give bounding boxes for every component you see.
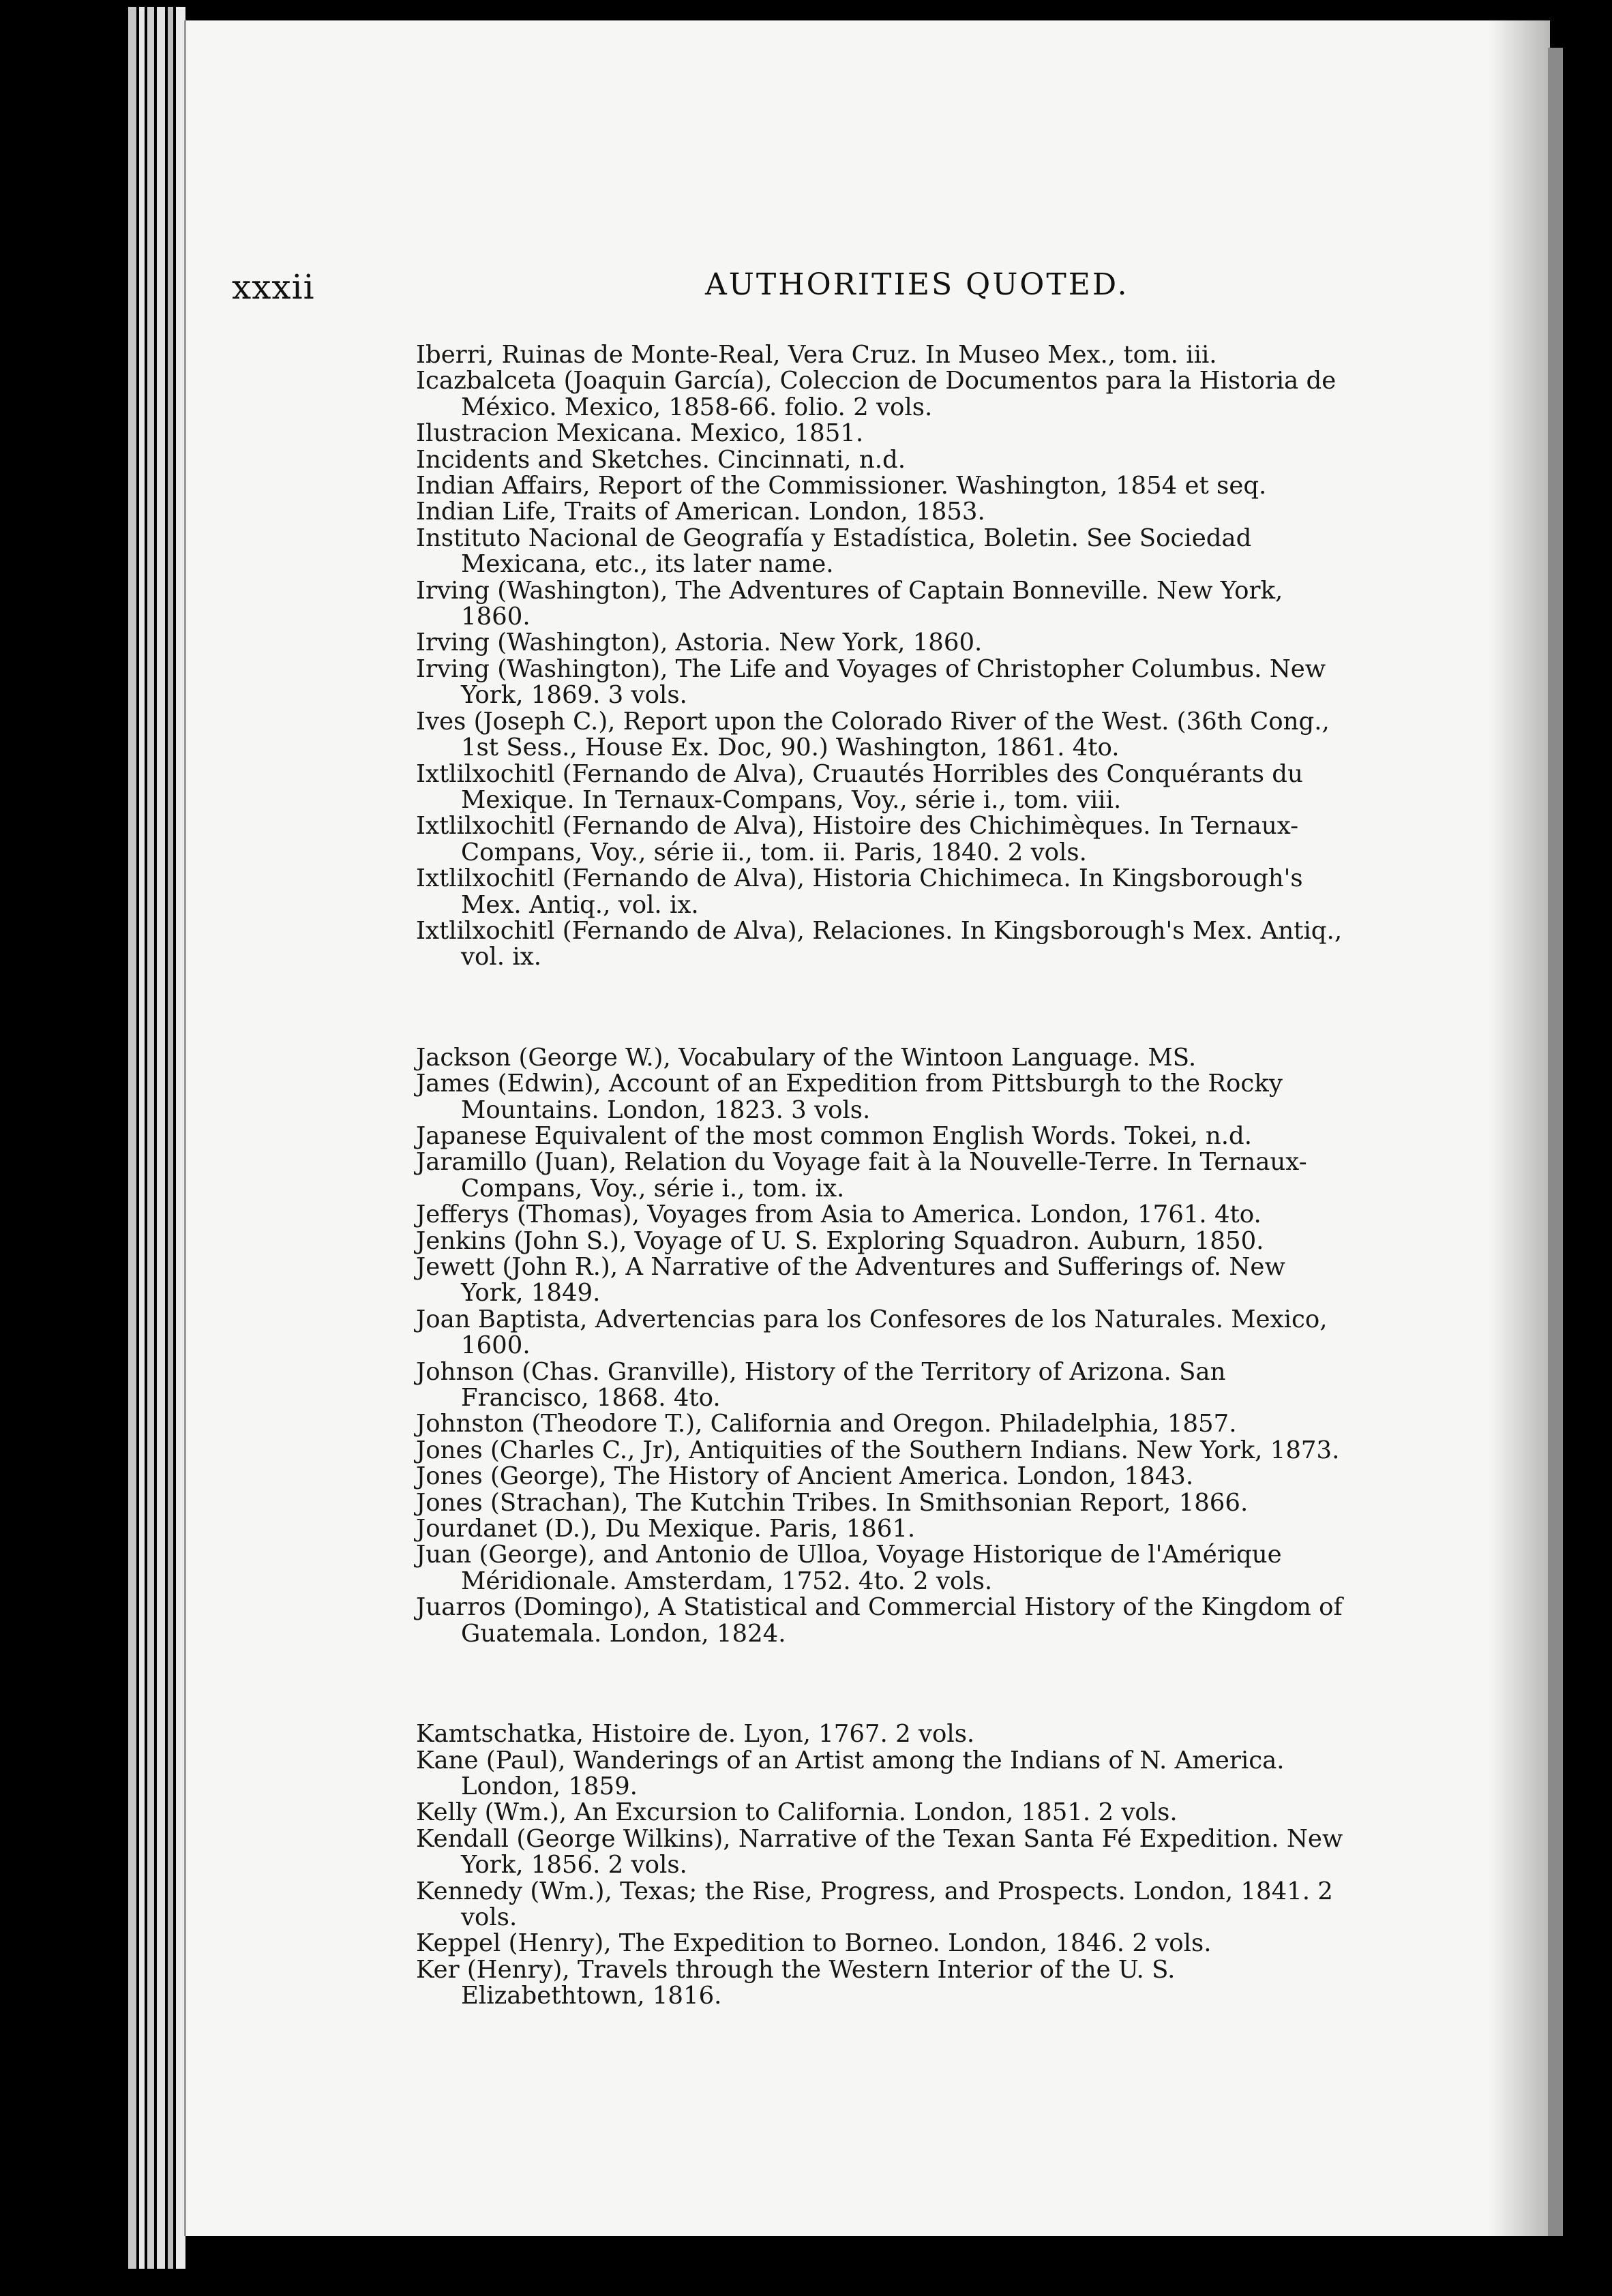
bibliography-entry: Jourdanet (D.), Du Mexique. Paris, 1861. <box>416 1515 916 1543</box>
bibliography-entry: Incidents and Sketches. Cincinnati, n.d. <box>416 445 906 474</box>
page-header <box>232 267 1337 315</box>
bibliography-entry: Ker (Henry), Travels through the Western Interior of the U. S. Elizabethtown, 1816. <box>416 1955 1176 2010</box>
bibliography-entry: Jenkins (John S.), Voyage of U. S. Exploring Squadron. Auburn, 1850. <box>416 1226 1264 1255</box>
bibliography-entry: Irving (Washington), The Adventures of Captain Bonneville. New York, 1860. <box>416 576 1283 631</box>
page-edge-strip <box>168 7 173 2269</box>
bibliography-entry: Kendall (George Wilkins), Narrative of the Texan Santa Fé Expedition. New York, 1856. 2 vols. <box>416 1824 1343 1879</box>
bibliography-entry: Irving (Washington), The Life and Voyages of Christopher Columbus. New York, 1869. 3 vols. <box>416 654 1326 710</box>
bibliography-entry: Jackson (George W.), Vocabulary of the Wintoon Language. MS. <box>416 1043 1197 1072</box>
bibliography-entry: Keppel (Henry), The Expedition to Borneo. London, 1846. 2 vols. <box>416 1929 1212 1958</box>
page-number: xxxii <box>232 267 315 307</box>
bibliography-entry: Japanese Equivalent of the most common English Words. Tokei, n.d. <box>416 1121 1253 1150</box>
bibliography-entry: Irving (Washington), Astoria. New York, 1860. <box>416 629 983 657</box>
bibliography-entry: Ixtlilxochitl (Fernando de Alva), Relaciones. In Kingsborough's Mex. Antiq., vol. ix. <box>416 916 1343 971</box>
bibliography-entry: Jones (Strachan), The Kutchin Tribes. In Smithsonian Report, 1866. <box>416 1488 1249 1517</box>
page-edge-strip <box>128 7 136 2269</box>
bibliography-entry: Jones (George), The History of Ancient America. London, 1843. <box>416 1462 1194 1491</box>
bibliography-entry: Ixtlilxochitl (Fernando de Alva), Cruautés Horribles des Conquérants du Mexique. In Ternaux-Compans, Voy., série i., tom. viii. <box>416 759 1303 814</box>
page-gutter-shadow <box>1489 20 1550 2236</box>
bibliography-entry: Ives (Joseph C.), Report upon the Colorado River of the West. (36th Cong., 1st Sess., House Ex. Doc, 90.) Washington, 1861. 4to. <box>416 707 1330 762</box>
bibliography-entry: Icazbalceta (Joaquin García), Coleccion de Documentos para la Historia de México. Mexico, 1858-66. folio. 2 vols. <box>416 367 1337 421</box>
bibliography-entry: Jefferys (Thomas), Voyages from Asia to America. London, 1761. 4to. <box>416 1200 1262 1229</box>
bibliography-entry: Iberri, Ruinas de Monte-Real, Vera Cruz. In Museo Mex., tom. iii. <box>416 341 1217 369</box>
bibliography-entry: Ixtlilxochitl (Fernando de Alva), Histoire des Chichimèques. In Ternaux-Compans, Voy., série ii., tom. ii. Paris, 1840. 2 vols. <box>416 812 1299 866</box>
bibliography-entry: Kane (Paul), Wanderings of an Artist among the Indians of N. America. London, 1859. <box>416 1746 1285 1800</box>
bibliography-entry: Ixtlilxochitl (Fernando de Alva), Historia Chichimeca. In Kingsborough's Mex. Antiq., vol. ix. <box>416 864 1303 919</box>
bibliography-entry: Juarros (Domingo), A Statistical and Commercial History of the Kingdom of Guatemala. London, 1824. <box>416 1593 1343 1648</box>
bibliography-list <box>416 342 1349 2010</box>
bibliography-entry: Indian Life, Traits of American. London, 1853. <box>416 498 985 526</box>
page-edge-strip <box>139 7 145 2269</box>
page-edge-strip <box>157 7 165 2269</box>
bibliography-entry: Jaramillo (Juan), Relation du Voyage fait à la Nouvelle-Terre. In Ternaux-Compans, Voy., série i., tom. ix. <box>416 1148 1307 1203</box>
bibliography-entry: Instituto Nacional de Geografía y Estadística, Boletin. See Sociedad Mexicana, etc., its later name. <box>416 524 1252 579</box>
facing-page-edge <box>1548 48 1563 2236</box>
bibliography-entry: Kamtschatka, Histoire de. Lyon, 1767. 2 vols. <box>416 1720 975 1749</box>
page-edge-strip <box>147 7 154 2269</box>
bibliography-entry: Kelly (Wm.), An Excursion to California. London, 1851. 2 vols. <box>416 1798 1178 1827</box>
section-gap <box>416 1672 1349 1697</box>
bibliography-entry: Johnston (Theodore T.), California and Oregon. Philadelphia, 1857. <box>416 1410 1237 1438</box>
book-binding-edge <box>109 7 191 2269</box>
bibliography-entry: Kennedy (Wm.), Texas; the Rise, Progress, and Prospects. London, 1841. 2 vols. <box>416 1877 1333 1931</box>
bibliography-entry: Jones (Charles C., Jr), Antiquities of the Southern Indians. New York, 1873. <box>416 1436 1340 1464</box>
bibliography-entry: Johnson (Chas. Granville), History of the Territory of Arizona. San Francisco, 1868. 4to. <box>416 1357 1226 1413</box>
bibliography-entry: Ilustracion Mexicana. Mexico, 1851. <box>416 419 864 448</box>
running-head: AUTHORITIES QUOTED. <box>705 267 1129 302</box>
bibliography-entry: James (Edwin), Account of an Expedition from Pittsburgh to the Rocky Mountains. London, 1823. 3 vols. <box>416 1070 1283 1124</box>
section-gap <box>416 995 1349 1021</box>
bibliography-entry: Joan Baptista, Advertencias para los Confesores de los Naturales. Mexico, 1600. <box>416 1305 1328 1360</box>
bibliography-entry: Indian Affairs, Report of the Commissioner. Washington, 1854 et seq. <box>416 472 1267 500</box>
bibliography-entry: Jewett (John R.), A Narrative of the Adventures and Sufferings of. New York, 1849. <box>416 1253 1285 1308</box>
bibliography-entry: Juan (George), and Antonio de Ulloa, Voyage Historique de l'Amérique Méridionale. Amsterdam, 1752. 4to. 2 vols. <box>416 1541 1282 1595</box>
